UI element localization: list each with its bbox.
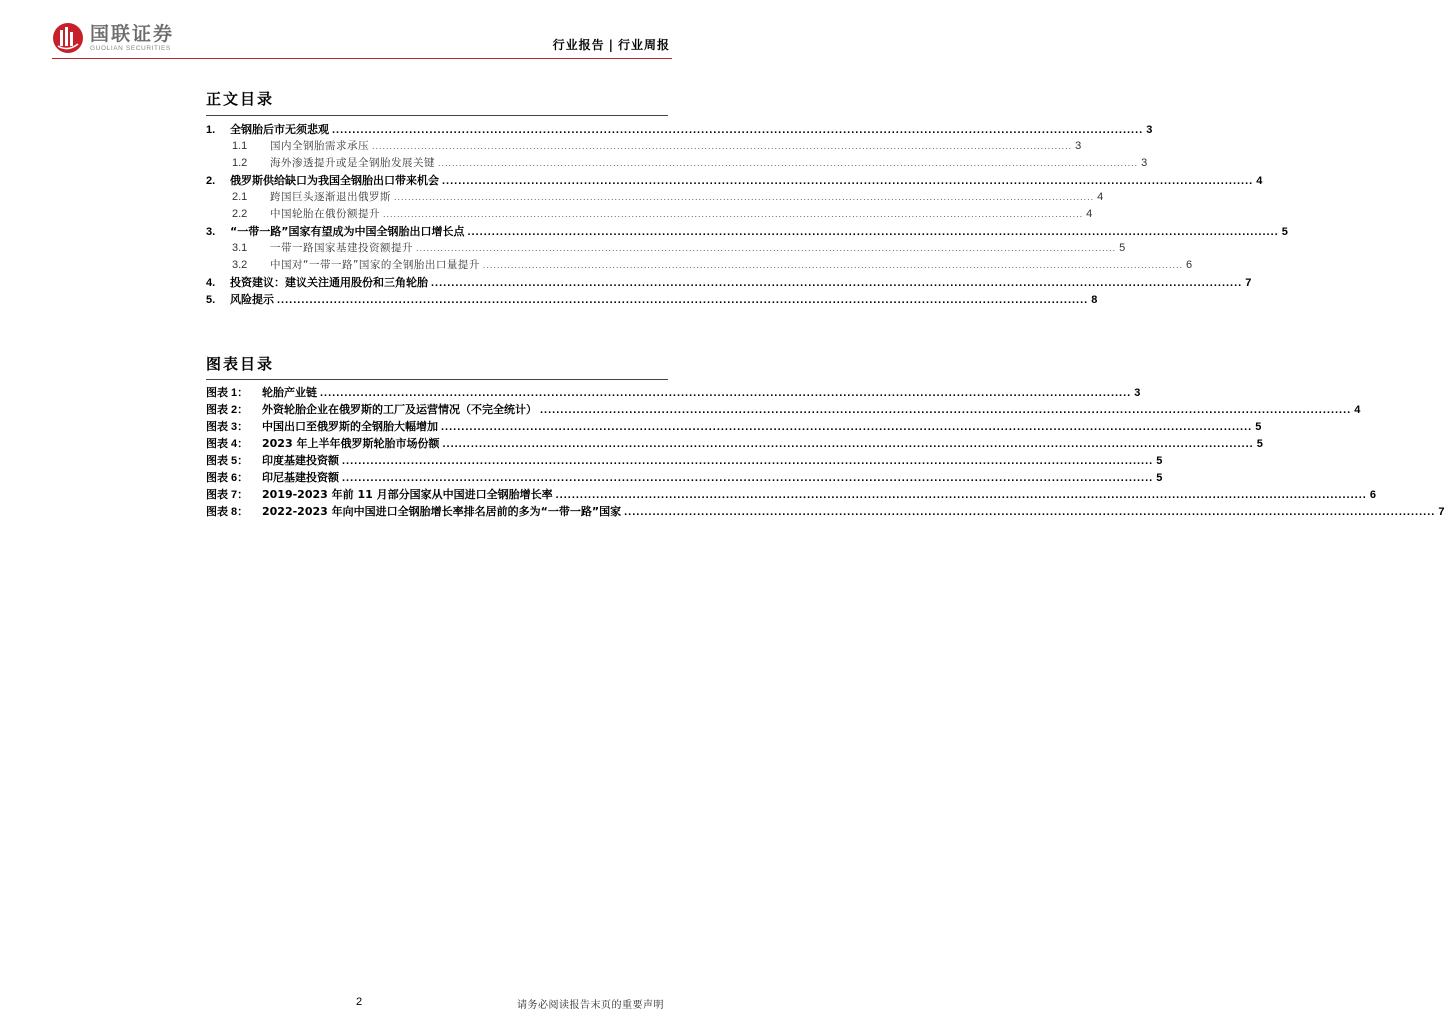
toc-title: 正文目录 bbox=[206, 90, 275, 108]
figure-entry-number: 图表 2： bbox=[206, 404, 249, 416]
dot-leader: ........................................................................................................................................................................................................ bbox=[332, 124, 1144, 136]
toc-entry-number: 3.1 bbox=[232, 242, 248, 254]
figure-entry-number: 图表 5： bbox=[206, 455, 249, 467]
toc-entry-page: 5 bbox=[1281, 226, 1288, 238]
figure-entry-number: 图表 1： bbox=[206, 387, 249, 399]
toc-entry[interactable] bbox=[206, 172, 1263, 189]
toc-entry-number: 1.1 bbox=[232, 140, 248, 152]
figure-entry-number: 图表 3： bbox=[206, 421, 249, 433]
toc-entry[interactable] bbox=[206, 274, 1252, 291]
figure-entry[interactable] bbox=[206, 486, 1376, 503]
figure-entry-title: 2022-2023 年向中国进口全钢胎增长率排名居前的多为“一带一路”国家 bbox=[262, 505, 622, 518]
page-number: 2 bbox=[356, 996, 363, 1008]
toc-list bbox=[206, 121, 1288, 308]
toc-entry[interactable] bbox=[206, 240, 1126, 257]
dot-leader: ........................................................................................................................................................................................................ bbox=[416, 243, 1117, 253]
dot-leader: ........................................................................................................................................................................................................ bbox=[442, 438, 1254, 450]
toc-entry-page: 3 bbox=[1146, 124, 1153, 136]
toc-entry-title: 风险提示 bbox=[230, 293, 274, 306]
figure-entry-number: 图表 4： bbox=[206, 438, 249, 450]
report-type-label bbox=[553, 36, 670, 53]
report-category: 行业报告 bbox=[552, 38, 605, 52]
figure-entry[interactable] bbox=[206, 384, 1141, 401]
dot-leader: ........................................................................................................................................................................................................ bbox=[431, 277, 1243, 289]
figure-entry-title: 2019-2023 年前 11 月部分国家从中国进口全钢胎增长率 bbox=[262, 488, 553, 501]
toc-entry-page: 6 bbox=[1186, 259, 1193, 271]
dot-leader: ........................................................................................................................................................................................................ bbox=[624, 506, 1436, 518]
dot-leader: ........................................................................................................................................................................................................ bbox=[342, 472, 1154, 484]
logo-chinese-name: 国联证券 bbox=[90, 23, 175, 45]
toc-title-rule bbox=[206, 115, 668, 116]
toc-entry-page: 8 bbox=[1091, 294, 1098, 306]
toc-entry-number: 2. bbox=[206, 175, 216, 187]
toc-entry-title: 国内全钢胎需求承压 bbox=[270, 140, 369, 152]
toc-entry-title: “一带一路”国家有望成为中国全钢胎出口增长点 bbox=[230, 225, 465, 238]
footer-disclaimer: 请务必阅读报告末页的重要声明 bbox=[517, 1000, 664, 1011]
guolian-logo bbox=[52, 22, 174, 54]
figure-entry-page: 3 bbox=[1134, 387, 1141, 399]
toc-entry-number: 1.2 bbox=[232, 157, 248, 169]
figures-title-rule bbox=[206, 379, 668, 380]
dot-leader: ........................................................................................................................................................................................................ bbox=[438, 158, 1139, 168]
figure-entry[interactable] bbox=[206, 401, 1361, 418]
figure-entry-number: 图表 6： bbox=[206, 472, 249, 484]
toc-entry[interactable] bbox=[206, 155, 1148, 172]
figure-entry-page: 5 bbox=[1255, 421, 1262, 433]
figure-entry[interactable] bbox=[206, 503, 1444, 520]
toc-entry[interactable] bbox=[206, 138, 1082, 155]
toc-entry-number: 4. bbox=[206, 277, 216, 289]
toc-entry-number: 3.2 bbox=[232, 259, 248, 271]
figure-entry-title: 2023 年上半年俄罗斯轮胎市场份额 bbox=[262, 437, 440, 450]
toc-entry-title: 投资建议：建议关注通用股份和三角轮胎 bbox=[230, 276, 428, 289]
logo-emblem-icon bbox=[52, 22, 84, 54]
toc-entry-page: 4 bbox=[1097, 191, 1104, 203]
figure-entry[interactable] bbox=[206, 469, 1163, 486]
figure-entry-title: 外资轮胎企业在俄罗斯的工厂及运营情况（不完全统计） bbox=[262, 403, 537, 416]
figure-entry[interactable] bbox=[206, 452, 1163, 469]
toc-entry[interactable] bbox=[206, 121, 1153, 138]
dot-leader: ........................................................................................................................................................................................................ bbox=[441, 421, 1253, 433]
toc-entry[interactable] bbox=[206, 206, 1093, 223]
figures-list bbox=[206, 384, 1444, 520]
toc-entry-title: 中国轮胎在俄份额提升 bbox=[270, 208, 380, 220]
figures-title: 图表目录 bbox=[206, 355, 275, 373]
toc-entry-number: 5. bbox=[206, 294, 216, 306]
figure-entry-number: 图表 8： bbox=[206, 506, 249, 518]
dot-leader: ........................................................................................................................................................................................................ bbox=[394, 192, 1095, 202]
toc-entry-page: 3 bbox=[1141, 157, 1148, 169]
toc-entry-title: 跨国巨头逐渐退出俄罗斯 bbox=[270, 191, 391, 203]
figure-entry-title: 印度基建投资额 bbox=[262, 454, 339, 467]
toc-entry-number: 1. bbox=[206, 124, 216, 136]
toc-entry-number: 2.1 bbox=[232, 191, 248, 203]
figure-entry-page: 6 bbox=[1369, 489, 1376, 501]
dot-leader: ........................................................................................................................................................................................................ bbox=[372, 141, 1073, 151]
figure-entry[interactable] bbox=[206, 435, 1263, 452]
figure-entry[interactable] bbox=[206, 418, 1262, 435]
figure-entry-title: 轮胎产业链 bbox=[262, 386, 317, 399]
dot-leader: ........................................................................................................................................................................................................ bbox=[342, 455, 1154, 467]
toc-entry-number: 3. bbox=[206, 226, 216, 238]
dot-leader: ........................................................................................................................................................................................................ bbox=[482, 260, 1183, 270]
dot-leader: ........................................................................................................................................................................................................ bbox=[540, 404, 1352, 416]
toc-entry[interactable] bbox=[206, 189, 1104, 206]
toc-entry[interactable] bbox=[206, 291, 1098, 308]
dot-leader: ........................................................................................................................................................................................................ bbox=[320, 387, 1132, 399]
figure-entry-page: 5 bbox=[1156, 472, 1163, 484]
figure-entry-number: 图表 7： bbox=[206, 489, 249, 501]
toc-entry-title: 全钢胎后市无须悲观 bbox=[230, 123, 329, 136]
dot-leader: ........................................................................................................................................................................................................ bbox=[555, 489, 1367, 501]
figure-entry-title: 印尼基建投资额 bbox=[262, 471, 339, 484]
figure-entry-title: 中国出口至俄罗斯的全钢胎大幅增加 bbox=[262, 420, 438, 433]
toc-entry[interactable] bbox=[206, 223, 1288, 240]
separator: | bbox=[608, 38, 614, 52]
figure-entry-page: 5 bbox=[1256, 438, 1263, 450]
dot-leader: ........................................................................................................................................................................................................ bbox=[383, 209, 1084, 219]
toc-entry-title: 俄罗斯供给缺口为我国全钢胎出口带来机会 bbox=[230, 174, 439, 187]
toc-entry-page: 3 bbox=[1075, 140, 1082, 152]
toc-entry-page: 4 bbox=[1256, 175, 1263, 187]
dot-leader: ........................................................................................................................................................................................................ bbox=[467, 226, 1279, 238]
dot-leader: ........................................................................................................................................................................................................ bbox=[442, 175, 1254, 187]
toc-entry-page: 5 bbox=[1119, 242, 1126, 254]
figure-entry-page: 7 bbox=[1438, 506, 1444, 518]
toc-entry-title: 中国对“一带一路”国家的全钢胎出口量提升 bbox=[270, 259, 480, 271]
figure-entry-page: 5 bbox=[1156, 455, 1163, 467]
header-rule bbox=[52, 58, 672, 59]
logo-english-name: GUOLIAN SECURITIES bbox=[90, 45, 171, 52]
report-subcategory: 行业周报 bbox=[617, 38, 670, 52]
toc-entry-title: 一带一路国家基建投资额提升 bbox=[270, 242, 413, 254]
toc-entry-page: 4 bbox=[1086, 208, 1093, 220]
toc-entry[interactable] bbox=[206, 257, 1193, 274]
dot-leader: ........................................................................................................................................................................................................ bbox=[277, 294, 1089, 306]
toc-entry-page: 7 bbox=[1245, 277, 1252, 289]
toc-entry-number: 2.2 bbox=[232, 208, 248, 220]
toc-entry-title: 海外渗透提升或是全钢胎发展关键 bbox=[270, 157, 435, 169]
figure-entry-page: 4 bbox=[1354, 404, 1361, 416]
